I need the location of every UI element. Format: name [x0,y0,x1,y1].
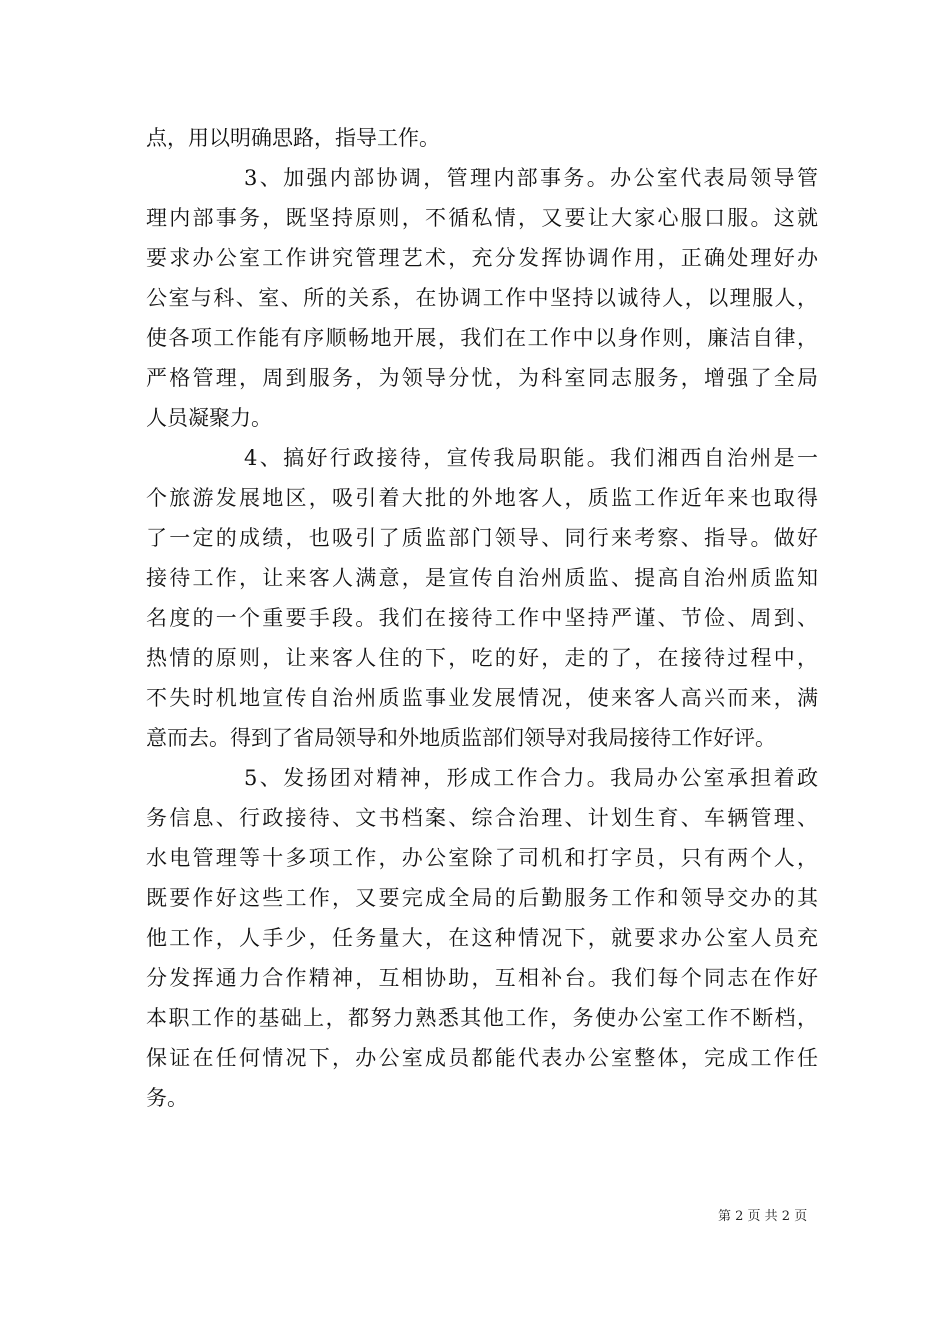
text-line: 接待工作，让来客人满意，是宣传自治州质监、提高自治州质监知 [146,566,818,590]
text-line: 5、发扬团对精神，形成工作合力。我局办公室承担着政 [244,766,818,790]
text-line: 不失时机地宣传自治州质监事业发展情况，使来客人高兴而来，满 [146,686,818,710]
text-line: 3、加强内部协调，管理内部事务。办公室代表局领导管 [244,166,818,190]
text-line: 保证在任何情况下，办公室成员都能代表办公室整体，完成工作任 [146,1046,818,1070]
text-line: 务信息、行政接待、文书档案、综合治理、计划生育、车辆管理、 [146,806,818,830]
text-line: 本职工作的基础上，都努力熟悉其他工作，务使办公室工作不断档， [146,1006,818,1030]
document-body [146,118,818,1118]
text-line: 分发挥通力合作精神，互相协助，互相补台。我们每个同志在作好 [146,966,818,990]
text-line: 严格管理，周到服务，为领导分忧，为科室同志服务，增强了全局 [146,366,818,390]
text-line: 务。 [146,1086,188,1110]
text-line: 4、搞好行政接待，宣传我局职能。我们湘西自治州是一 [244,446,818,470]
text-line: 了一定的成绩，也吸引了质监部门领导、同行来考察、指导。做好 [146,526,818,550]
text-line: 理内部事务，既坚持原则，不循私情，又要让大家心服口服。这就 [146,206,818,230]
text-line: 公室与科、室、所的关系，在协调工作中坚持以诚待人，以理服人， [146,286,818,310]
text-line: 水电管理等十多项工作，办公室除了司机和打字员，只有两个人， [146,846,818,870]
text-line: 个旅游发展地区，吸引着大批的外地客人，质监工作近年来也取得 [146,486,818,510]
text-line: 人员凝聚力。 [146,406,272,430]
text-line: 点，用以明确思路，指导工作。 [146,126,440,150]
text-line: 名度的一个重要手段。我们在接待工作中坚持严谨、节俭、周到、 [146,606,818,630]
page-number: 第 2 页 共 2 页 [718,1209,808,1224]
text-line: 既要作好这些工作，又要完成全局的后勤服务工作和领导交办的其 [146,886,818,910]
text-line: 热情的原则，让来客人住的下，吃的好，走的了，在接待过程中， [146,646,818,670]
text-line: 使各项工作能有序顺畅地开展，我们在工作中以身作则，廉洁自律， [146,326,818,350]
text-line: 要求办公室工作讲究管理艺术，充分发挥协调作用，正确处理好办 [146,246,818,270]
text-line: 意而去。得到了省局领导和外地质监部们领导对我局接待工作好评。 [146,726,776,750]
text-line: 他工作，人手少，任务量大，在这种情况下，就要求办公室人员充 [146,926,818,950]
